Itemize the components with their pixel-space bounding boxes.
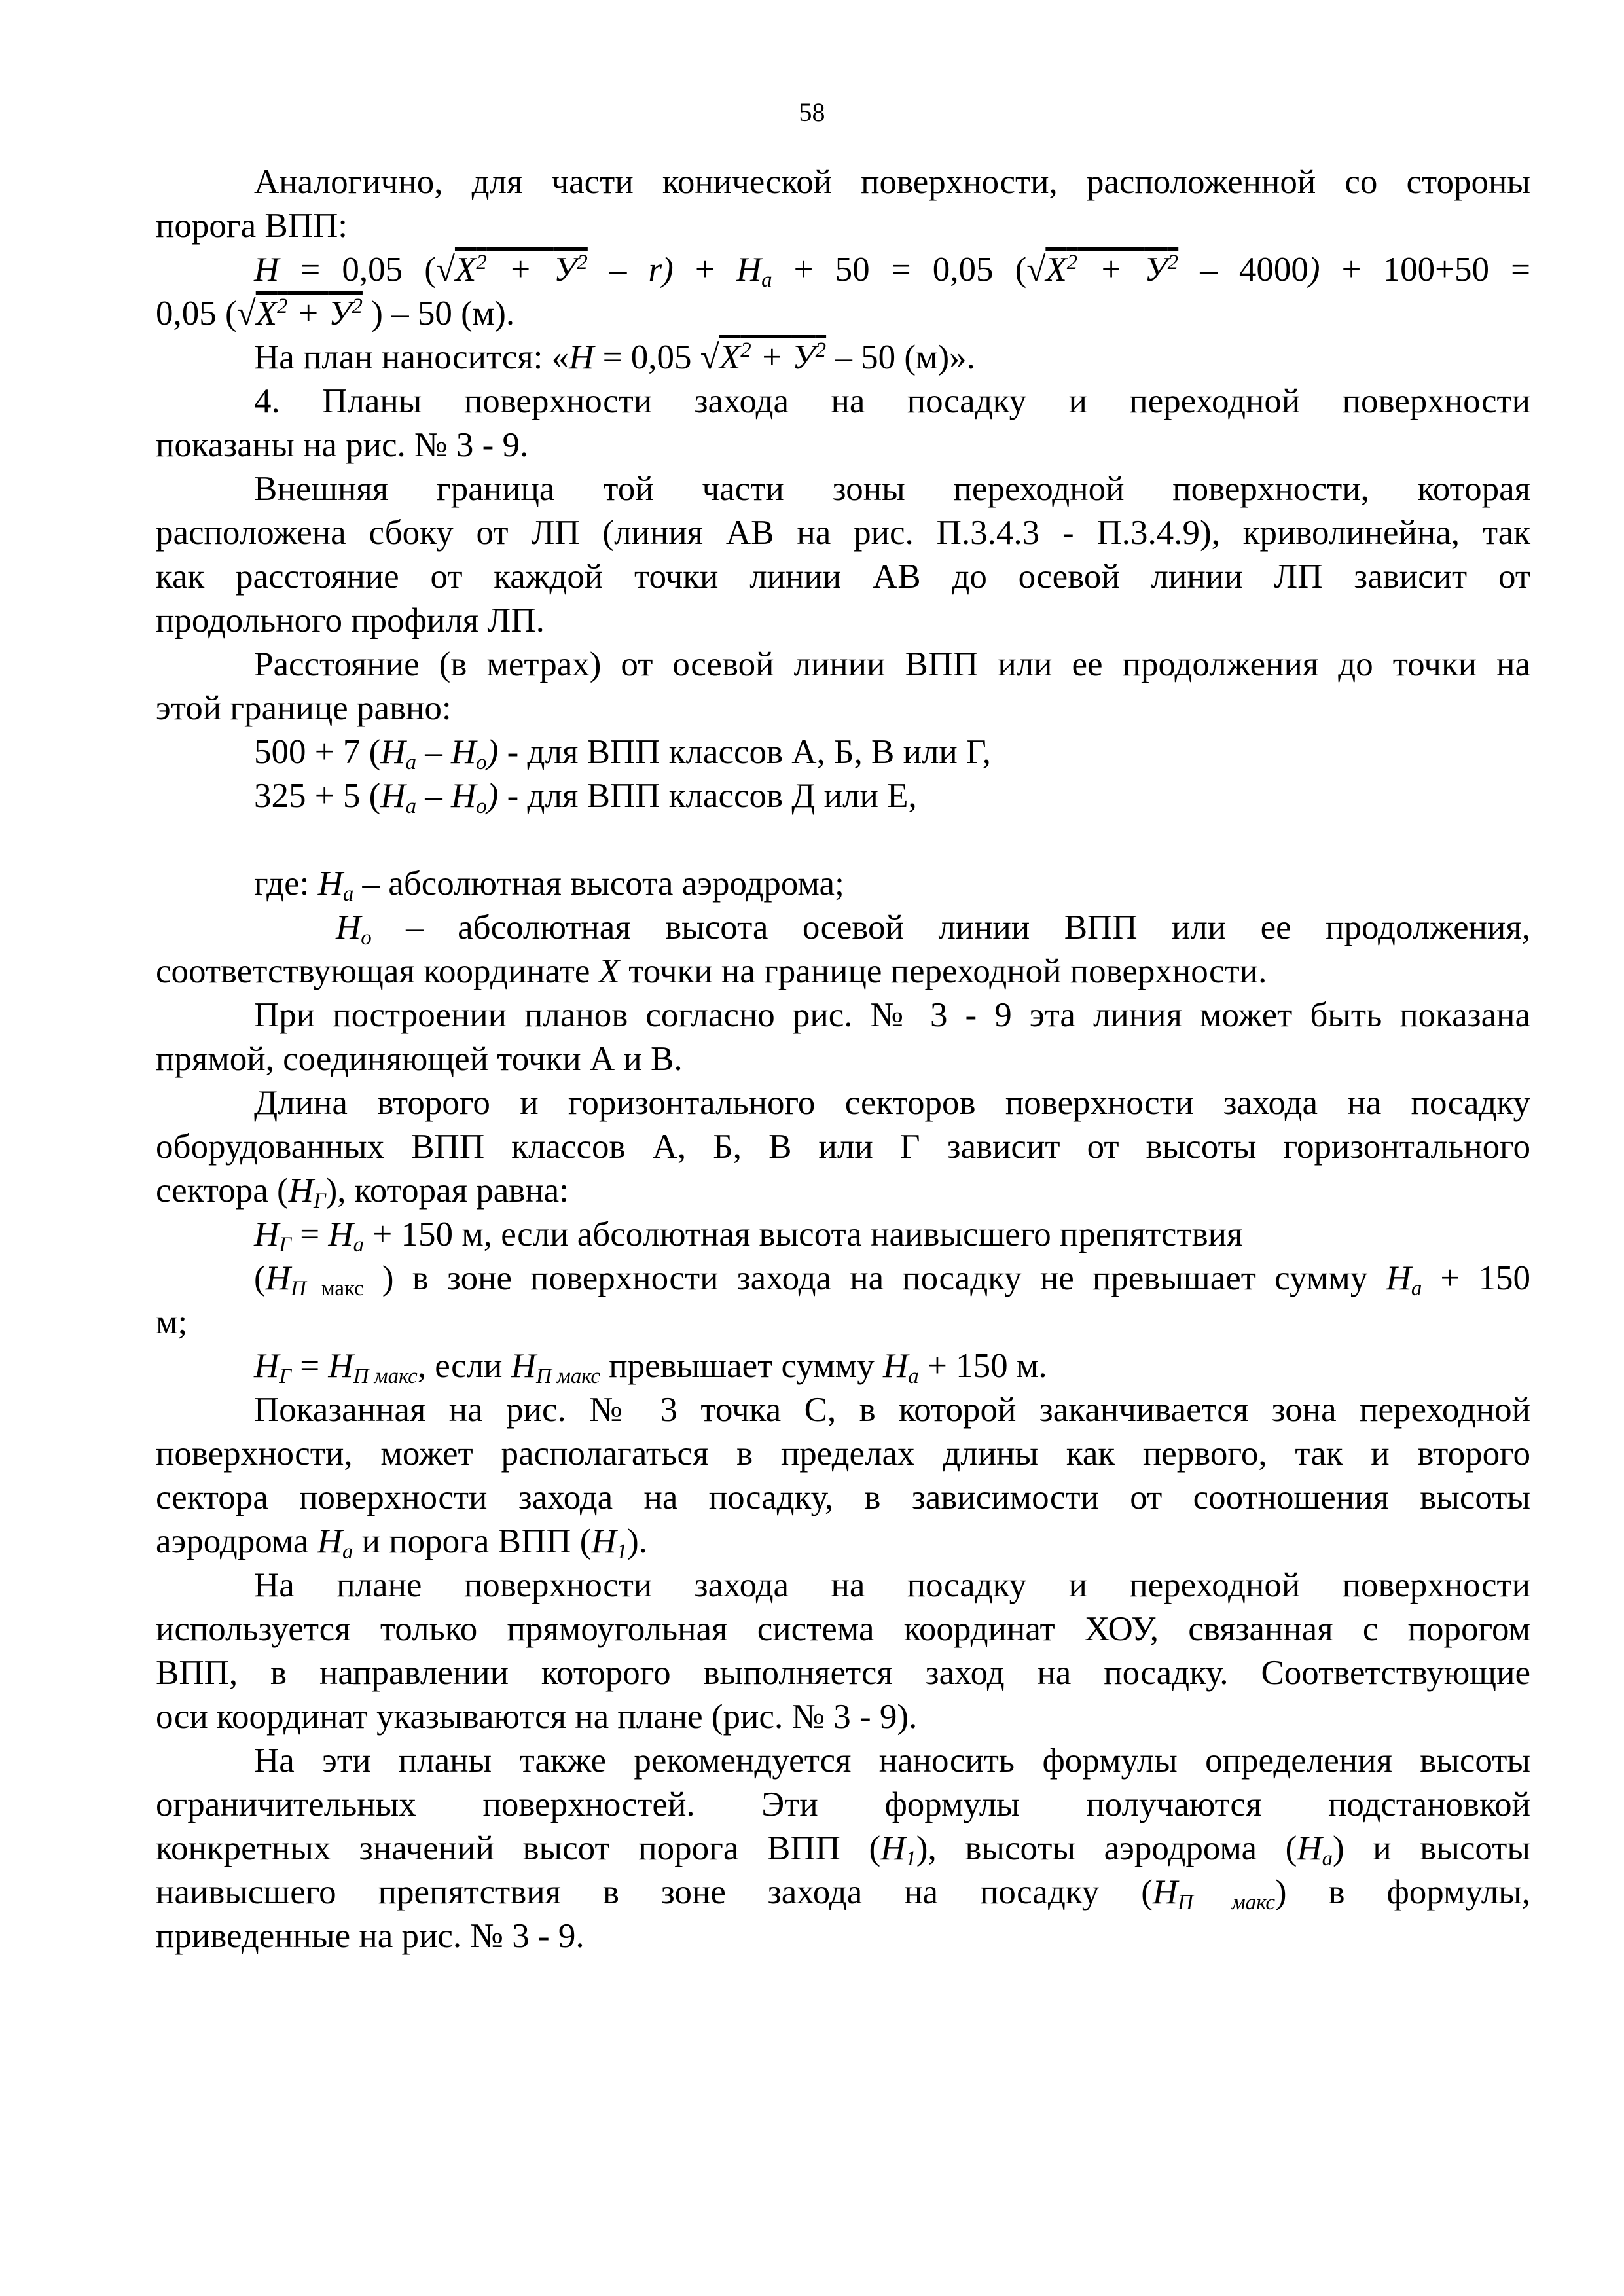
subscript: макс (306, 1277, 364, 1301)
paragraph-line: При построении планов согласно рис. № 3 - 9 эта линия может быть показана (254, 996, 1530, 1034)
paragraph-line: поверхности, может располагаться в пределах длины как первого, так и второго (156, 1435, 1530, 1473)
var-Y: У (328, 295, 352, 332)
formula-line (156, 774, 1530, 818)
formula-text: + 100+50 = (1320, 251, 1530, 289)
definition-line (156, 862, 1530, 906)
subscript: 1 (905, 1847, 916, 1871)
paragraph-line: показаны на рис. № 3 - 9. (156, 426, 529, 464)
paragraph-line (156, 1169, 1530, 1213)
subscript: о (476, 751, 487, 775)
paragraph-line: сектора поверхности захода на посадку, в зависимости от соотношения высоты (156, 1479, 1530, 1516)
var-Ha (328, 1215, 365, 1257)
formula-text: + 50 = 0,05 (√ (772, 251, 1046, 289)
formula-text: На план наносится: « (254, 338, 569, 376)
subscript: П макс (353, 1365, 418, 1389)
formula-text: – 4000 (1178, 251, 1308, 289)
subscript: а (1411, 1277, 1422, 1301)
var-H: Н (1152, 1873, 1178, 1911)
var-H: Н (328, 1215, 353, 1253)
operator: = (291, 1347, 329, 1385)
formula-text: – абсолютная высота аэродрома; (353, 865, 844, 903)
operator: = (291, 1215, 329, 1253)
exponent: 2 (1066, 250, 1078, 274)
formula-text: и порога ВПП ( (353, 1522, 592, 1560)
var-Ho (336, 908, 372, 950)
subscript: Г (279, 1365, 291, 1389)
paragraph-line: м; (156, 1303, 188, 1341)
var-Hpmax (265, 1259, 306, 1301)
subscript: П макс (535, 1365, 600, 1389)
var-X: Х (598, 952, 621, 990)
var-H: Н (265, 1259, 291, 1297)
paragraph-line (156, 950, 1530, 994)
paragraph-line: На плане поверхности захода на посадку и переходной поверхности (254, 1566, 1530, 1604)
formula-text: + 150 м. (918, 1347, 1047, 1385)
formula-text: ), высоты аэродрома ( (916, 1829, 1297, 1867)
paragraph-line: порога ВПП: (156, 207, 348, 245)
subscript: а (405, 795, 417, 819)
var-H: Н (883, 1347, 909, 1385)
formula-text: ) и высоты (1333, 1829, 1530, 1867)
formula-text: конкретных значений высот порога ВПП ( (156, 1829, 881, 1867)
subscript: а (353, 1233, 365, 1257)
paragraph-line: используется только прямоугольная система координат ХОУ, связанная с порогом (156, 1610, 1530, 1648)
var-X: Х (1045, 251, 1067, 289)
operator: + (751, 338, 792, 376)
formula-text: ) в формулы, (1274, 1873, 1530, 1911)
formula-text: ). (627, 1522, 648, 1560)
formula-text: ) – 50 (м). (362, 295, 515, 332)
formula-text: - для ВПП классов А, Б, В или Г, (498, 733, 991, 771)
var-Ha (736, 251, 772, 293)
var-H: Н (451, 777, 477, 815)
var-Hpmax (1152, 1873, 1275, 1915)
exponent: 2 (476, 250, 487, 274)
formula-text: где: (254, 865, 318, 903)
formula-text: ) (486, 777, 499, 815)
subscript: 1 (616, 1540, 628, 1564)
formula-text: + 150 (1422, 1259, 1531, 1297)
radicand (455, 251, 588, 289)
subscript: о (476, 795, 487, 819)
formula-text: наивысшего препятствия в зоне захода на посадку ( (156, 1873, 1153, 1911)
paragraph-line: Внешняя граница той части зоны переходной поверхности, которая (254, 470, 1530, 508)
formula-text: = 0,05 (√ (279, 251, 455, 289)
formula-line (156, 336, 1530, 380)
formula-text: 0,05 (√ (156, 295, 256, 332)
formula-line (156, 1344, 1530, 1388)
formula-text: – 50 (м)». (826, 338, 975, 376)
formula-text: = 0,05 √ (594, 338, 719, 376)
formula-text: ) (1308, 251, 1320, 289)
paragraph-line: приведенные на рис. № 3 - 9. (156, 1917, 585, 1955)
var-H: Н (591, 1522, 617, 1560)
paragraph-line: оборудованных ВПП классов А, Б, В или Г зависит от высоты горизонтального (156, 1128, 1530, 1166)
subscript: а (405, 751, 417, 775)
subscript: а (908, 1365, 919, 1389)
var-X: Х (454, 251, 477, 289)
operator: – (416, 733, 452, 771)
subscript: а (1322, 1847, 1333, 1871)
var-Y: У (791, 338, 816, 376)
formula-line (156, 248, 1530, 292)
operator: + (486, 251, 554, 289)
paragraph-line: Длина второго и горизонтального секторов поверхности захода на посадку (254, 1084, 1530, 1122)
exponent: 2 (815, 338, 827, 362)
var-H: Н (880, 1829, 906, 1867)
var-H: Н (451, 733, 477, 771)
paragraph-line: как расстояние от каждой точки линии АВ до осевой линии ЛП зависит от (156, 558, 1530, 596)
formula-text: превышает сумму (600, 1347, 883, 1385)
var-H: Н (317, 1522, 342, 1560)
var-Ho (451, 777, 487, 819)
var-H: Н (328, 1347, 353, 1385)
var-H: Н (288, 1172, 314, 1210)
page-number: 58 (799, 98, 825, 127)
var-H: Н (336, 908, 361, 946)
var-Ha (317, 865, 354, 906)
paragraph-line: этой границе равно: (156, 689, 452, 727)
formula-text: ) в зоне поверхности захода на посадку не превышает сумму (363, 1259, 1386, 1297)
paragraph-line: Показанная на рис. № 3 точка С, в которой заканчивается зона переходной (254, 1391, 1530, 1429)
exponent: 2 (277, 294, 288, 318)
var-H: Н (569, 338, 594, 376)
paragraph-line: ограничительных поверхностей. Эти формулы получаются подстановкой (156, 1785, 1530, 1823)
var-X: Х (255, 295, 278, 332)
paragraph-line: Расстояние (в метрах) от осевой линии ВПП или ее продолжения до точки на (254, 645, 1530, 683)
subscript: П макс (1178, 1891, 1275, 1915)
var-H1 (880, 1829, 916, 1871)
formula-text: 325 + 5 ( (254, 777, 381, 815)
subscript: Г (279, 1233, 291, 1257)
var-HG (254, 1347, 291, 1389)
paragraph-line: расположена сбоку от ЛП (линия АВ на рис. П.3.4.3 - П.3.4.9), криволинейна, так (156, 514, 1530, 552)
page-body (156, 160, 1530, 1958)
paragraph-line: ВПП, в направлении которого выполняется заход на посадку. Соответствующие (156, 1654, 1530, 1692)
formula-text: ) (486, 733, 499, 771)
subscript: Г (313, 1189, 326, 1213)
operator: + (1077, 251, 1145, 289)
var-H: Н (254, 1215, 280, 1253)
var-Y: У (1144, 251, 1168, 289)
paragraph-line (156, 1871, 1530, 1914)
formula-text: соответствующая координате (156, 952, 599, 990)
operator: – (416, 777, 452, 815)
radicand (256, 295, 363, 332)
var-Ha (1297, 1829, 1333, 1871)
formula-line (156, 1213, 1530, 1257)
subscript: П (290, 1277, 306, 1301)
paragraph-line: оси координат указываются на плане (рис. № 3 - 9). (156, 1698, 918, 1736)
paragraph-line (156, 1520, 1530, 1564)
formula-text: , если (417, 1347, 511, 1385)
var-Ha (883, 1347, 919, 1389)
radicand (719, 338, 826, 376)
exponent: 2 (577, 250, 588, 274)
paragraph-line: продольного профиля ЛП. (156, 601, 545, 639)
formula-text: + 150 м, если абсолютная высота наивысшего препятствия (364, 1215, 1243, 1253)
paragraph-line: На эти планы также рекомендуется наносить формулы определения высоты (254, 1742, 1530, 1780)
formula-text: - для ВПП классов Д или Е, (498, 777, 917, 815)
blank-line (156, 818, 1530, 862)
formula-text: ), которая равна: (325, 1172, 569, 1210)
paragraph-line: Аналогично, для части конической поверхности, расположенной со стороны (254, 163, 1530, 201)
formula-text: – r) (587, 251, 674, 289)
formula-line (156, 730, 1530, 774)
var-Hpmax (511, 1347, 600, 1389)
var-Y: У (553, 251, 577, 289)
var-H: Н (736, 251, 762, 289)
var-Ha (1386, 1259, 1422, 1301)
var-H: Н (1297, 1829, 1322, 1867)
exponent: 2 (740, 338, 751, 362)
var-HG (254, 1215, 291, 1257)
subscript: а (342, 1540, 353, 1564)
exponent: 2 (352, 294, 363, 318)
var-H: Н (380, 733, 406, 771)
var-H1 (591, 1522, 628, 1564)
formula-text: аэродрома (156, 1522, 317, 1560)
var-Ho (451, 733, 487, 775)
var-Ha (380, 733, 417, 775)
var-X: Х (719, 338, 741, 376)
formula-line (156, 292, 1530, 336)
definition-line (156, 906, 1530, 950)
var-H: Н (254, 251, 280, 289)
paragraph-line (156, 1827, 1530, 1871)
paragraph-line: прямой, соединяющей точки А и В. (156, 1040, 683, 1078)
paragraph-line: 4. Планы поверхности захода на посадку и переходной поверхности (254, 382, 1530, 420)
radicand (1045, 251, 1178, 289)
var-H: Н (317, 865, 343, 903)
var-H: Н (1386, 1259, 1411, 1297)
var-Ha (317, 1522, 353, 1564)
exponent: 2 (1167, 250, 1179, 274)
subscript: а (342, 882, 354, 906)
formula-text: – абсолютная высота осевой линии ВПП или ее продолжения, (371, 908, 1530, 946)
var-Hpmax (328, 1347, 418, 1389)
formula-text: точки на границе переходной поверхности. (620, 952, 1267, 990)
var-H: Н (254, 1347, 280, 1385)
var-Ha (380, 777, 417, 819)
formula-line (156, 1257, 1530, 1300)
var-H: Н (511, 1347, 536, 1385)
var-H: Н (380, 777, 406, 815)
formula-text: 500 + 7 ( (254, 733, 381, 771)
operator: + (673, 251, 736, 289)
operator: + (287, 295, 329, 332)
formula-text: сектора ( (156, 1172, 289, 1210)
subscript: а (761, 268, 772, 293)
subscript: о (361, 926, 372, 950)
var-HG (288, 1172, 326, 1213)
formula-text: ( (254, 1259, 266, 1297)
